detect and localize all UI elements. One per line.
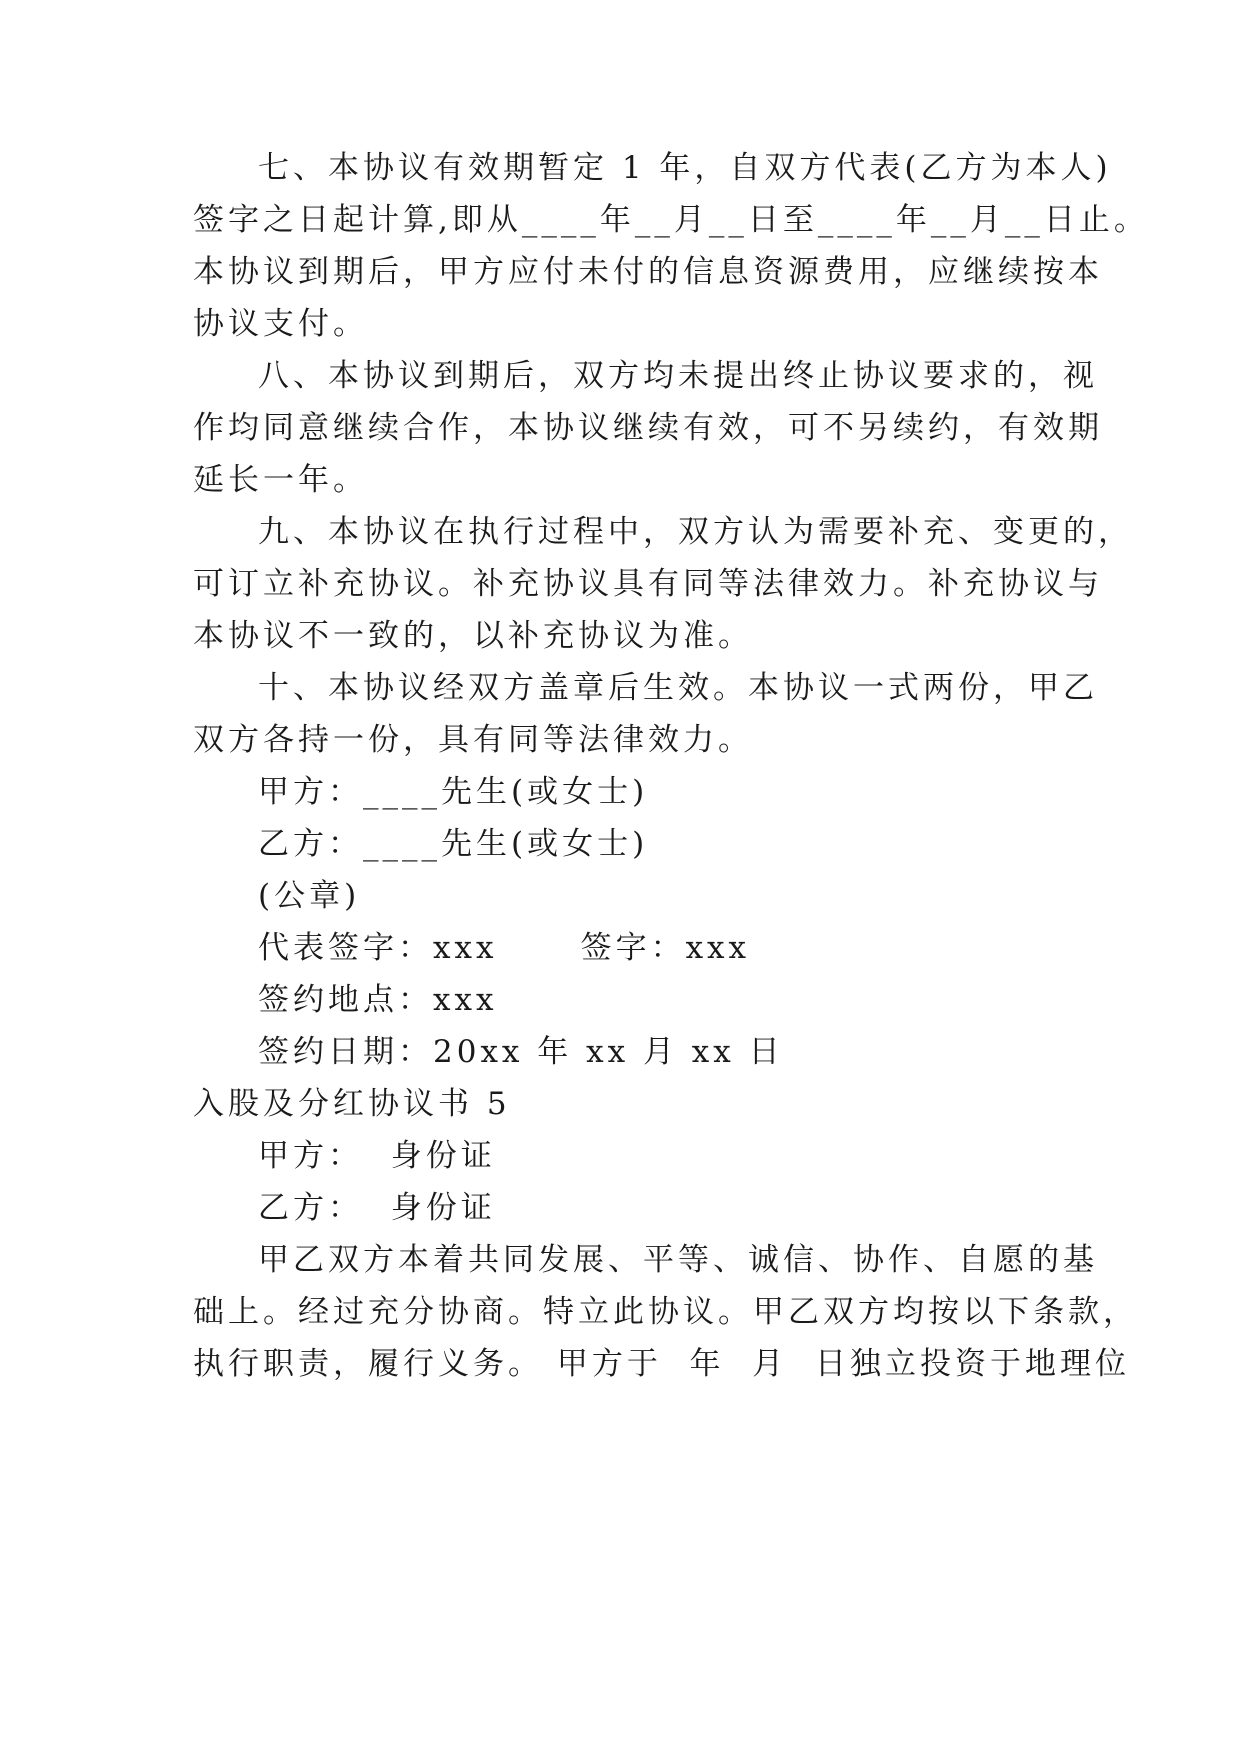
party-a-id: 甲方： 身份证 (258, 1138, 496, 1174)
signing-date: 签约日期：20xx 年 xx 月 xx 日 (258, 1034, 784, 1070)
clause-10-line-1: 十、本协议经双方盖章后生效。本协议一式两份，甲乙 (258, 670, 1098, 706)
preamble-line-2: 础上。经过充分协商。特立此协议。甲乙双方均按以下条款， (193, 1294, 1138, 1330)
official-seal: (公章) (258, 878, 361, 914)
clause-8-line-3: 延长一年。 (193, 462, 368, 498)
clause-9-line-2: 可订立补充协议。补充协议具有同等法律效力。补充协议与 (193, 566, 1103, 602)
clause-9-line-1: 九、本协议在执行过程中，双方认为需要补充、变更的， (258, 514, 1133, 550)
clause-7-line-4: 协议支付。 (193, 306, 368, 342)
clause-8-line-1: 八、本协议到期后，双方均未提出终止协议要求的，视 (258, 358, 1098, 394)
clause-7-line-2: 签字之日起计算,即从____年__月__日至____年__月__日止。 (193, 202, 1149, 238)
clause-7-line-3: 本协议到期后，甲方应付未付的信息资源费用，应继续按本 (193, 254, 1103, 290)
party-b-signature: 乙方：____先生(或女士) (258, 826, 649, 862)
signing-location: 签约地点：xxx (258, 982, 498, 1018)
representative-signature: 代表签字：xxx 签字：xxx (258, 930, 751, 966)
clause-10-line-2: 双方各持一份，具有同等法律效力。 (193, 722, 753, 758)
clause-8-line-2: 作均同意继续合作，本协议继续有效，可不另续约，有效期 (193, 410, 1103, 446)
section-title: 入股及分红协议书 5 (193, 1086, 511, 1122)
preamble-line-1: 甲乙双方本着共同发展、平等、诚信、协作、自愿的基 (258, 1242, 1098, 1278)
preamble-line-3: 执行职责，履行义务。 甲方于 年 月 日独立投资于地理位 (193, 1346, 1130, 1382)
party-b-id: 乙方： 身份证 (258, 1190, 496, 1226)
party-a-signature: 甲方：____先生(或女士) (258, 774, 649, 810)
clause-9-line-3: 本协议不一致的，以补充协议为准。 (193, 618, 753, 654)
clause-7-line-1: 七、本协议有效期暂定 1 年，自双方代表(乙方为本人) (258, 150, 1112, 186)
